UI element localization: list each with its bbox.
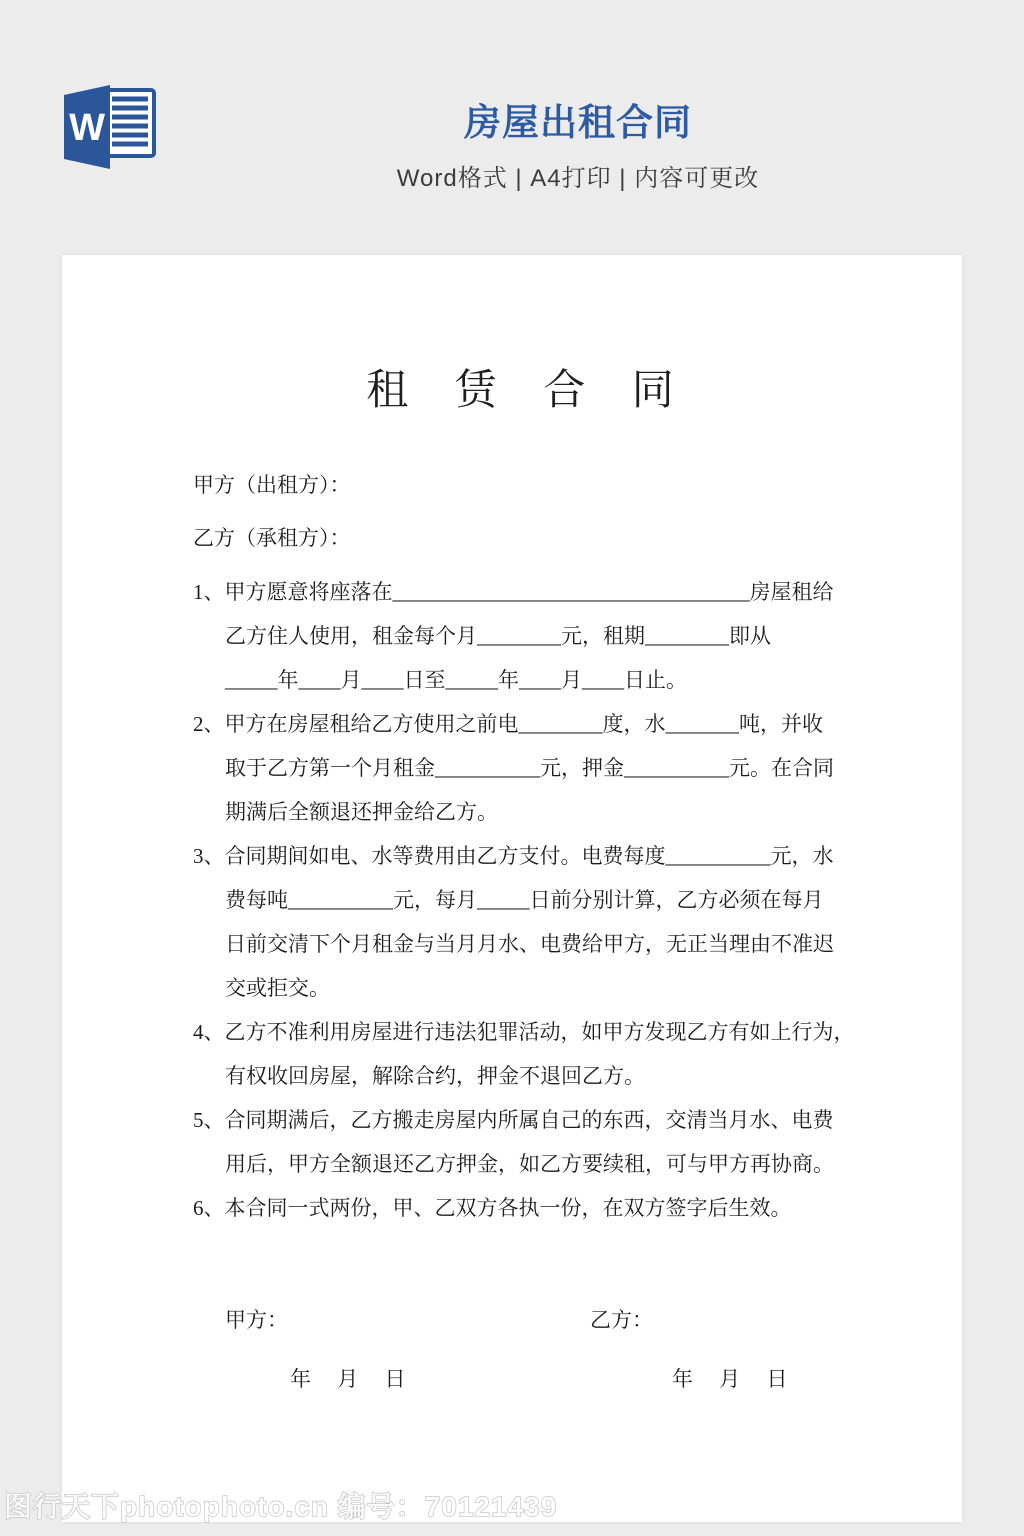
clause-line: 2、甲方在房屋租给乙方使用之前电________度，水_______吨，并收 (193, 712, 823, 736)
party-b-signature-block (590, 1298, 847, 1402)
clause-2 (193, 702, 847, 834)
clause-line: 乙方住人使用，租金每个月________元，租期________即从 (225, 624, 771, 648)
document-page (62, 255, 962, 1522)
clause-4 (193, 1010, 855, 1098)
template-header (0, 0, 1024, 255)
clause-line: 3、合同期间如电、水等费用由乙方支付。电费每度__________元，水 (193, 844, 834, 868)
clause-5 (193, 1098, 847, 1186)
clause-line: 5、合同期满后，乙方搬走房屋内所属自己的东西，交清当月水、电费 (193, 1108, 834, 1132)
clause-line: 1、甲方愿意将座落在__________________________________房屋租给 (193, 580, 834, 604)
signature-section (193, 1298, 847, 1402)
clause-1 (193, 570, 847, 702)
clause-line: 交或拒交。 (225, 976, 330, 1000)
party-a-line: 甲方（出租方）： (193, 473, 351, 497)
clause-line: 日前交清下个月租金与当月月水、电费给甲方，无正当理由不准迟 (225, 932, 834, 956)
header-text-block (66, 92, 1024, 193)
clause-3 (193, 834, 847, 1010)
clause-line: 费每吨__________元，每月_____日前分别计算，乙方必须在每月 (225, 888, 824, 912)
document-title: 租 赁 合 同 (366, 368, 692, 414)
clause-line: _____年____月____日至_____年____月____日止。 (225, 668, 687, 692)
template-title: 房屋出租合同 (464, 102, 692, 143)
clause-6 (193, 1186, 847, 1230)
clause-line: 4、乙方不准利用房屋进行违法犯罪活动，如甲方发现乙方有如上行为， (193, 1020, 855, 1044)
svg-text:W: W (69, 107, 105, 149)
clause-list (193, 570, 855, 1230)
clause-line: 有权收回房屋，解除合约，押金不退回乙方。 (225, 1064, 645, 1088)
clause-line: 用后，甲方全额退还乙方押金，如乙方要续租，可与甲方再协商。 (225, 1152, 834, 1176)
template-subtitle: Word格式 | A4打印 | 内容可更改 (396, 165, 760, 192)
party-a-date-line: 年 月 日 (290, 1367, 406, 1391)
watermark: 图行天下photophoto.cn 编号：70121439 (4, 1491, 558, 1522)
party-a-signature-block (193, 1298, 590, 1402)
clause-line: 取于乙方第一个月租金__________元，押金__________元。在合同 (225, 756, 834, 780)
party-a-signature-label: 甲方： (225, 1308, 288, 1332)
clause-line: 6、本合同一式两份，甲、乙双方各执一份，在双方签字后生效。 (193, 1196, 792, 1220)
party-b-signature-label: 乙方： (590, 1308, 653, 1332)
clause-line: 期满后全额退还押金给乙方。 (225, 800, 498, 824)
party-b-line: 乙方（承租方）： (193, 526, 351, 550)
party-b-date-line: 年 月 日 (672, 1367, 788, 1391)
